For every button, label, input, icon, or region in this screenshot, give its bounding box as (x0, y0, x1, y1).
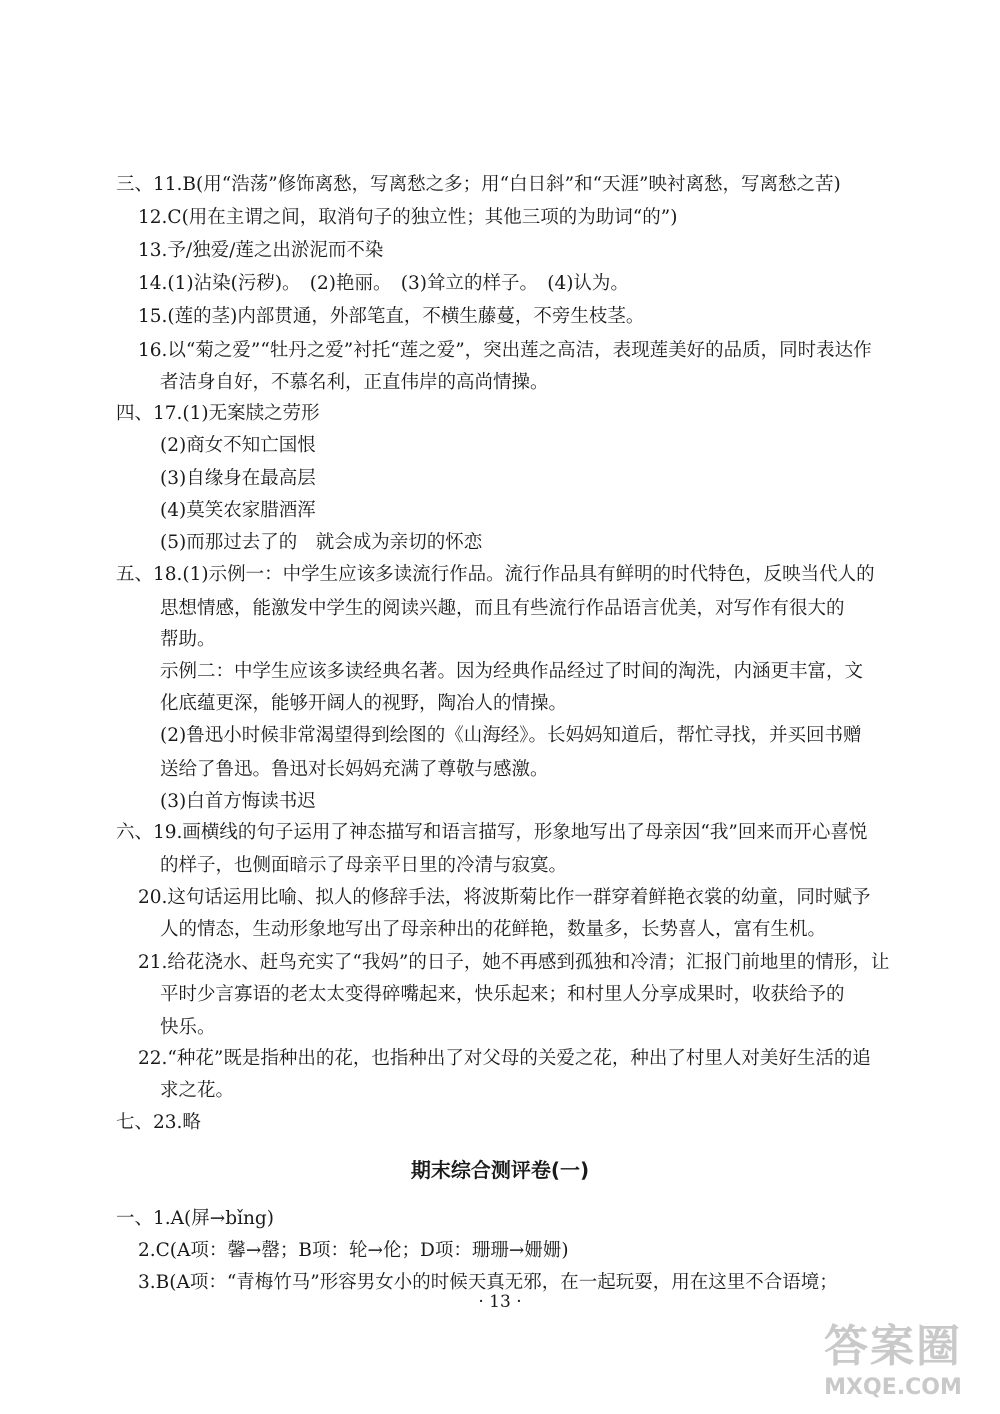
answer-line: 13.予/独爱/莲之出淤泥而不染 (138, 240, 384, 261)
answer-line: 2.C(A项：馨→罄；B项：轮→伦；D项：珊珊→姗姗) (138, 1240, 569, 1261)
answer-line: 帮助。 (160, 629, 216, 650)
answer-line: 示例二：中学生应该多读经典名著。因为经典作品经过了时间的淘洗，内涵更丰富，文 (160, 661, 864, 682)
answer-line: 三、11.B(用“浩荡”修饰离愁，写离愁之多；用“白日斜”和“天涯”映衬离愁，写离愁之苦) (116, 174, 841, 195)
answer-line: 的样子，也侧面暗示了母亲平日里的冷清与寂寞。 (160, 855, 568, 876)
answer-line: 快乐。 (160, 1017, 216, 1038)
answer-line: (3)白首方悔读书迟 (160, 791, 316, 812)
answer-line: 3.B(A项：“青梅竹马”形容男女小的时候天真无邪，在一起玩耍，用在这里不合语境； (138, 1272, 838, 1293)
answer-line: 者洁身自好，不慕名利，正直伟岸的高尚情操。 (160, 372, 549, 393)
answer-line: 送给了鲁迅。鲁迅对长妈妈充满了尊敬与感激。 (160, 759, 549, 780)
answer-line: 12.C(用在主谓之间，取消句子的独立性；其他三项的为助词“的”) (138, 207, 678, 228)
answer-line: (4)莫笑农家腊酒浑 (160, 500, 316, 521)
answer-line: (5)而那过去了的 就会成为亲切的怀恋 (160, 532, 483, 553)
answer-line: 求之花。 (160, 1080, 235, 1101)
answer-line: 化底蕴更深，能够开阔人的视野，陶冶人的情操。 (160, 693, 568, 714)
answer-line: 六、19.画横线的句子运用了神态描写和语言描写，形象地写出了母亲因“我”回来而开心喜悦 (116, 822, 868, 843)
answer-line: (2)商女不知亡国恨 (160, 435, 316, 456)
answer-line: 思想情感，能激发中学生的阅读兴趣，而且有些流行作品语言优美，对写作有很大的 (160, 598, 845, 619)
watermark-sub: MXQE.COM (824, 1375, 962, 1400)
answer-line: 21.给花浇水、赶鸟充实了“我妈”的日子，她不再感到孤独和冷清；汇报门前地里的情形，让 (138, 952, 890, 973)
page-number: · 13 · (478, 1292, 522, 1312)
section-title: 期末综合测评卷(一) (410, 1158, 590, 1182)
answer-line: 五、18.(1)示例一：中学生应该多读流行作品。流行作品具有鲜明的时代特色，反映当代人的 (116, 564, 875, 585)
answer-line: 一、1.A(屏→bǐng) (116, 1208, 274, 1229)
answer-line: 15.(莲的茎)内部贯通，外部笔直，不横生藤蔓，不旁生枝茎。 (138, 306, 645, 327)
answer-line: 四、17.(1)无案牍之劳形 (116, 403, 320, 424)
answer-line: 人的情态，生动形象地写出了母亲种出的花鲜艳，数量多，长势喜人，富有生机。 (160, 919, 827, 940)
answer-line: 20.这句话运用比喻、拟人的修辞手法，将波斯菊比作一群穿着鲜艳衣裳的幼童，同时赋予 (138, 887, 871, 908)
answer-line: (3)自缘身在最高层 (160, 468, 316, 489)
answer-line: 16.以“菊之爱”“牡丹之爱”衬托“莲之爱”，突出莲之高洁，表现莲美好的品质，同时表达作 (138, 340, 872, 361)
answer-line: 14.(1)沾染(污秽)。 (2)艳丽。 (3)耸立的样子。 (4)认为。 (138, 273, 629, 294)
answer-line: 22.“种花”既是指种出的花，也指种出了对父母的关爱之花，种出了村里人对美好生活的追 (138, 1048, 871, 1069)
answer-line: 七、23.略 (116, 1112, 201, 1133)
watermark-main: 答案圈 (824, 1321, 962, 1372)
answer-line: (2)鲁迅小时候非常渴望得到绘图的《山海经》。长妈妈知道后，帮忙寻找，并买回书赠 (160, 725, 862, 746)
watermark-logo (798, 1318, 988, 1408)
answer-line: 平时少言寡语的老太太变得碎嘴起来，快乐起来；和村里人分享成果时，收获给予的 (160, 984, 845, 1005)
